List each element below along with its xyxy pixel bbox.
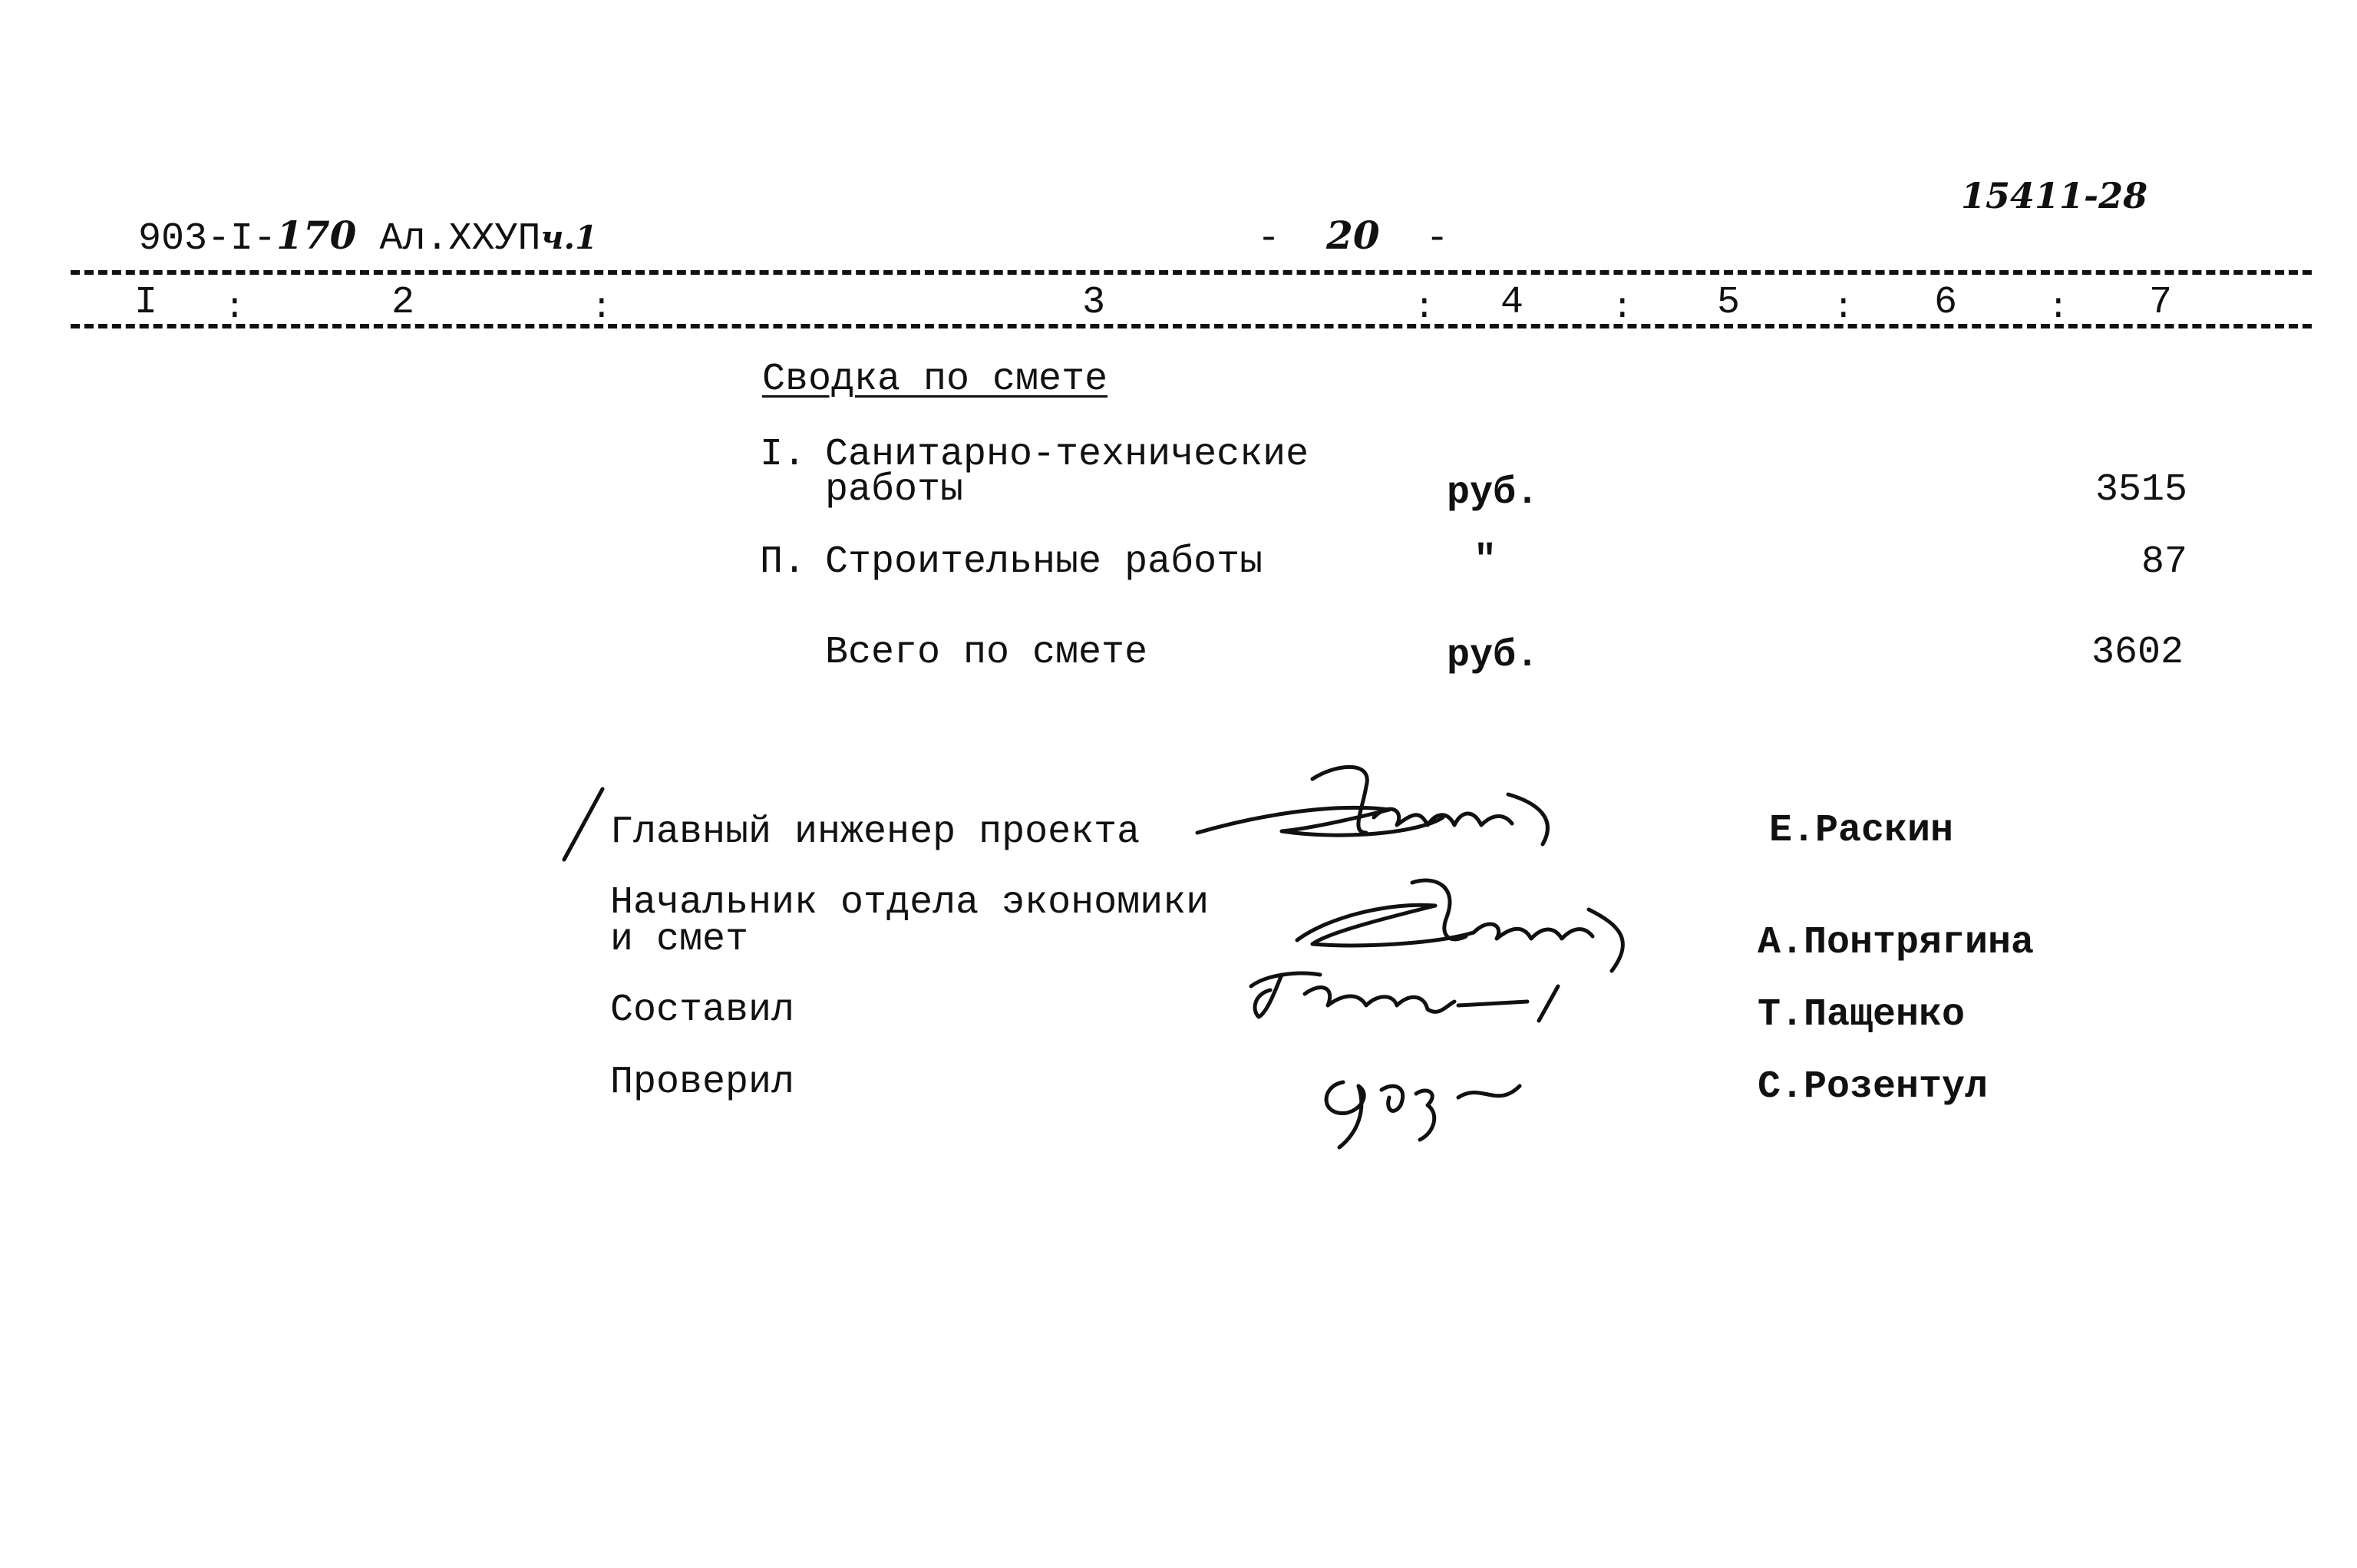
signature-role: Составил [610,989,795,1032]
page-number: 20 [1326,213,1380,258]
signature-role: Главный инженер проекта [610,810,1141,854]
summary-item-amount: 3515 [2095,468,2187,512]
summary-item-name: Санитарно-технические [825,433,1309,477]
column-separator: : [224,288,246,328]
page-dash-right: - [1425,217,1449,261]
column-separator: : [1414,288,1435,328]
signature-handwritten [1190,756,1589,871]
page-dash-left: - [1257,217,1281,261]
column-number-5: 5 [1717,281,1741,325]
column-number-7: 7 [2149,281,2173,325]
column-separator: : [1833,288,1854,328]
document-code-handwritten: 170 [276,213,357,258]
column-number-3: 3 [1082,281,1106,325]
column-separator: : [2048,288,2069,328]
column-header-top-rule [71,270,2312,275]
signature-role: Начальник отдела экономики [610,881,1210,925]
summary-total-label: Всего по смете [825,631,1148,675]
summary-item-unit: " [1474,539,1497,583]
signature-name: А.Понтрягина [1758,921,2035,965]
summary-item-name-continued: работы [825,468,964,512]
album-printed: Ал.XXУП [379,217,541,261]
column-number-1: I [134,281,158,325]
column-number-6: 6 [1934,281,1958,325]
summary-item-number: П. [760,540,807,584]
album-handwritten: ч.1 [540,219,598,256]
signature-role-continued: и смет [610,918,749,962]
column-number-2: 2 [391,281,415,325]
archive-number: 15411-28 [1961,175,2148,216]
signature-role: Проверил [610,1061,795,1104]
signature-handwritten [1305,1048,1558,1155]
page-number-block [1211,178,1449,259]
signature-name: С.Розентул [1758,1065,1989,1109]
signature-name: Т.Пащенко [1758,993,1966,1037]
signature-handwritten [1236,963,1604,1040]
document-code [92,178,597,259]
margin-slash-mark [556,783,610,867]
summary-total-amount: 3602 [2091,631,2184,675]
column-separator: : [1612,288,1633,328]
column-number-4: 4 [1500,281,1524,325]
summary-title: Сводка по смете [762,358,1108,401]
summary-item-number: I. [760,433,807,477]
summary-item-name: Строительные работы [825,540,1263,584]
summary-item-amount: 87 [2141,540,2187,584]
summary-total-unit: руб. [1447,634,1540,678]
summary-item-unit: руб. [1447,471,1540,515]
signature-name: Е.Раскин [1769,809,1954,853]
document-code-printed: 903-I- [138,217,277,261]
column-separator: : [591,288,612,328]
